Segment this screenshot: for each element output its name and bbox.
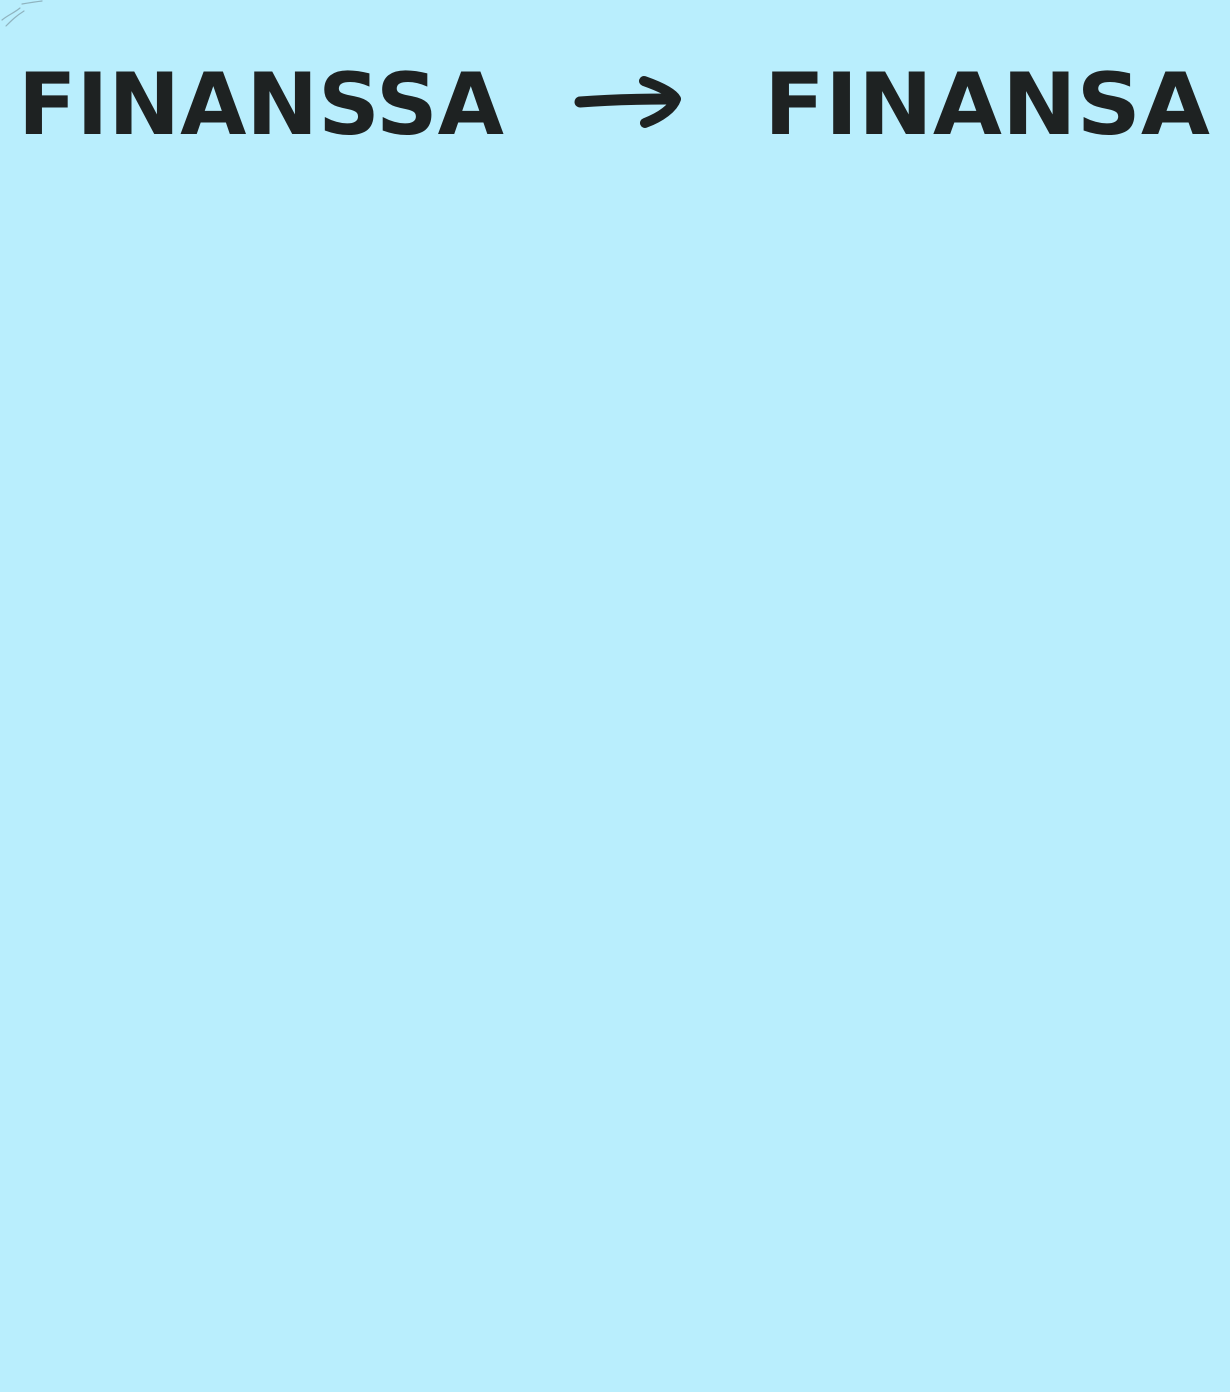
- handwriting-line: [0, 0, 1230, 200]
- arrow-shaft: [580, 99, 668, 102]
- right-arrow-icon: [572, 70, 687, 130]
- target-word-text: FINANSA: [764, 55, 1211, 152]
- source-word-text: FINANSSA: [18, 55, 505, 152]
- source-word: [16, 52, 506, 152]
- target-word: [762, 52, 1212, 152]
